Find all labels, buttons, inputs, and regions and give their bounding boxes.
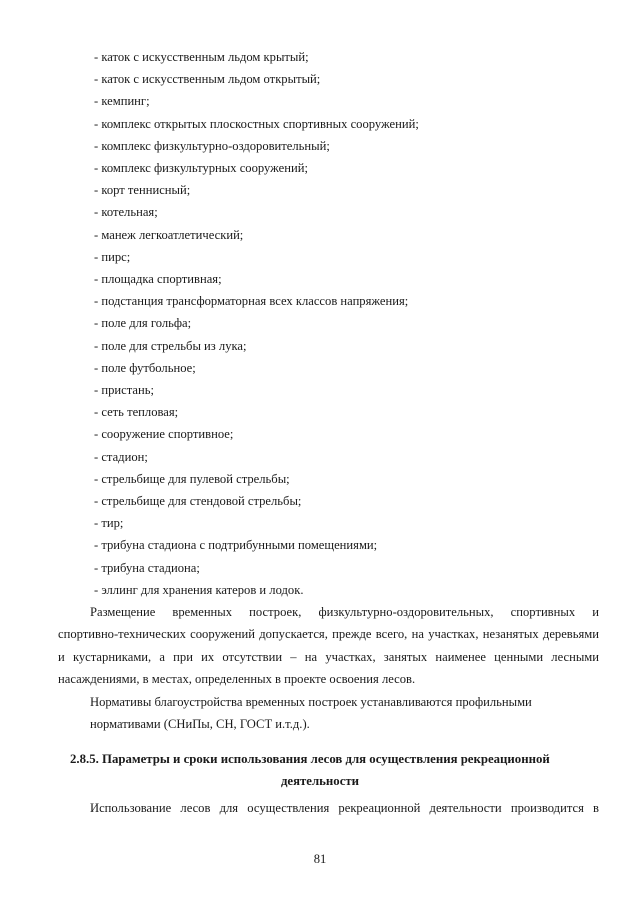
page-number: 81 [313, 852, 327, 866]
list-item: - каток с искусственным льдом крытый; [94, 50, 309, 64]
paragraph-norms-line: нормативами (СНиПы, СН, ГОСТ и.т.д.). [90, 717, 310, 731]
list-item: - стрельбище для стендовой стрельбы; [94, 494, 302, 508]
list-item: - корт теннисный; [94, 183, 191, 198]
list-item: - комплекс физкультурных сооружений; [94, 161, 308, 175]
list-item: - подстанция трансформаторная всех классов напряжения; [94, 294, 409, 309]
list-item: - кемпинг; [94, 94, 150, 109]
list-item: - пристань; [94, 383, 154, 397]
list-item: - стрельбище для пулевой стрельбы; [94, 471, 290, 486]
paragraph-placement-line: насаждениями, в местах, определенных в проекте освоения лесов. [58, 672, 416, 686]
section-heading: деятельности [280, 774, 360, 788]
paragraph-placement-line: и кустарниками, а при их отсутствии – на участках, занятых наименее ценными лесными [58, 650, 599, 664]
list-item: - трибуна стадиона; [94, 560, 200, 575]
list-item: - комплекс физкультурно-оздоровительный; [94, 138, 330, 153]
list-item: - котельная; [94, 205, 158, 220]
list-item: - площадка спортивная; [94, 272, 222, 286]
list-item: - поле футбольное; [94, 360, 196, 375]
list-item: - эллинг для хранения катеров и лодок. [94, 582, 304, 597]
paragraph-usage-line: Использование лесов для осуществления рекреационной деятельности производится в [90, 801, 599, 815]
list-item: - трибуна стадиона с подтрибунными помещениями; [94, 538, 378, 553]
section-heading: 2.8.5. Параметры и сроки использования лесов для осуществления рекреационной [70, 752, 550, 766]
list-item: - поле для стрельбы из лука; [94, 338, 247, 353]
list-item: - сооружение спортивное; [94, 427, 234, 442]
list-item: - стадион; [94, 449, 148, 464]
list-item: - тир; [94, 516, 124, 531]
list-item: - сеть тепловая; [94, 405, 179, 420]
list-item: - каток с искусственным льдом открытый; [94, 72, 321, 87]
list-item: - комплекс открытых плоскостных спортивных сооружений; [94, 116, 419, 131]
list-item: - манеж легкоатлетический; [94, 227, 244, 242]
paragraph-norms-line: Нормативы благоустройства временных построек устанавливаются профильными [90, 695, 532, 709]
list-item: - поле для гольфа; [94, 316, 192, 331]
list-item: - пирс; [94, 249, 131, 264]
paragraph-placement-line: Размещение временных построек, физкультурно-оздоровительных, спортивных и [90, 605, 599, 619]
paragraph-placement-line: спортивно-технических сооружений допускается, прежде всего, на участках, незанятых деревьями [58, 627, 599, 641]
